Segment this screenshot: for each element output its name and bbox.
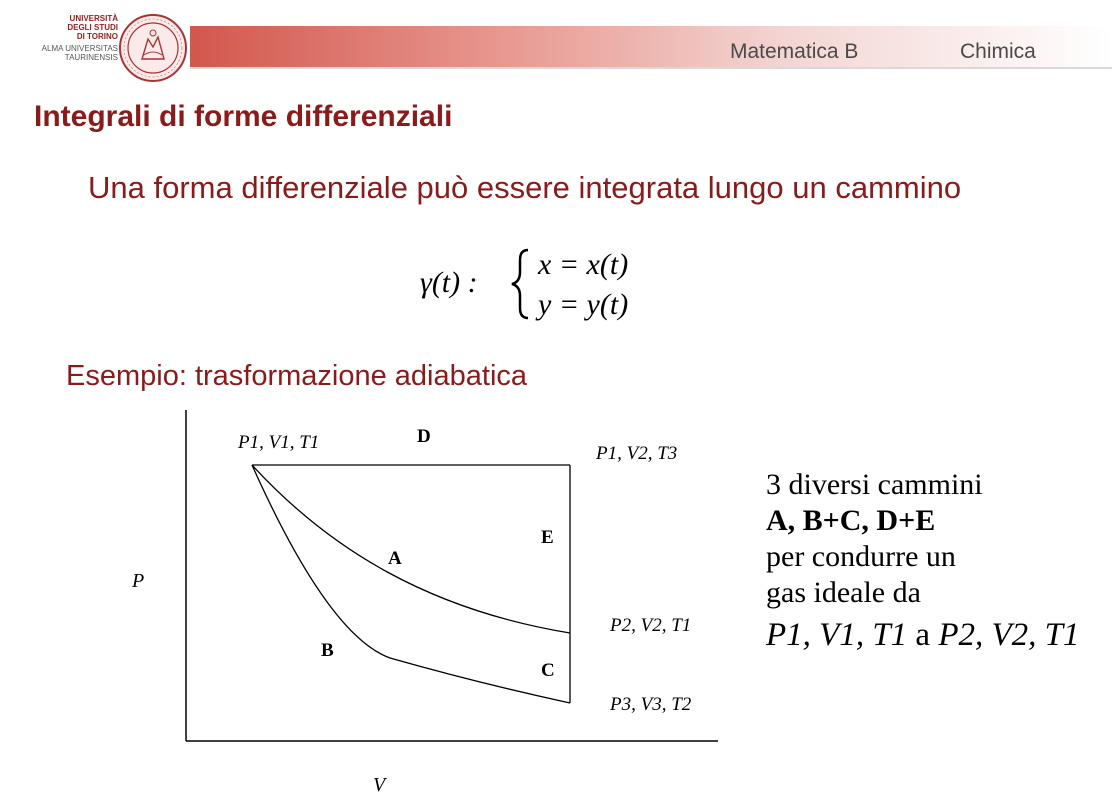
path-formula [420,232,700,332]
state-p1v2t3: P1, V2, T3 [596,443,678,464]
label-a: A [388,548,402,569]
path-a [252,465,570,633]
university-line-1: UNIVERSITÀ [69,14,118,23]
desc-states [766,617,1096,653]
x-axis-label: V [373,774,386,796]
desc-line-1: 3 diversi cammini [766,468,983,501]
intro-text: Una forma differenziale può essere integrata lungo un cammino [88,170,962,205]
department-name: Chimica [960,40,1036,63]
alma-line-1: ALMA UNIVERSITAS [41,44,118,53]
label-c: C [541,660,555,681]
label-d: D [417,426,431,447]
label-e: E [541,527,554,548]
formula-lhs: γ(t) : [420,266,478,299]
university-line-2: DEGLI STUDI [67,23,118,32]
state-p2v2t1: P2, V2, T1 [610,615,692,636]
label-b: B [321,640,334,661]
university-name [22,14,118,62]
desc-from-state: P1, V1, T1 [766,617,908,653]
slide-title: Integrali di forme differenziali [34,100,453,133]
desc-line-3: per condurre un [766,540,956,573]
university-line-3: DI TORINO [76,32,118,41]
desc-line-4: gas ideale da [766,576,921,609]
paths-description [766,467,1096,653]
university-seal-logo [118,13,188,83]
desc-line-2: A, B+C, D+E [766,504,936,537]
desc-to-state: P2, V2, T1 [938,617,1080,653]
pv-diagram [110,400,730,800]
state-p3v3t2: P3, V3, T2 [610,694,692,715]
course-name: Matematica B [730,40,859,63]
example-heading: Esempio: trasformazione adiabatica [66,360,528,392]
slide-header [0,0,1112,90]
header-divider [190,67,1112,69]
formula-line-2: y = y(t) [538,288,629,321]
curly-brace [512,250,528,318]
formula-line-1: x = x(t) [538,248,629,281]
y-axis-label: P [132,570,145,592]
desc-connector: a [915,617,931,653]
state-p1v1t1: P1, V1, T1 [238,432,320,453]
alma-line-2: TAURINENSIS [64,53,118,62]
